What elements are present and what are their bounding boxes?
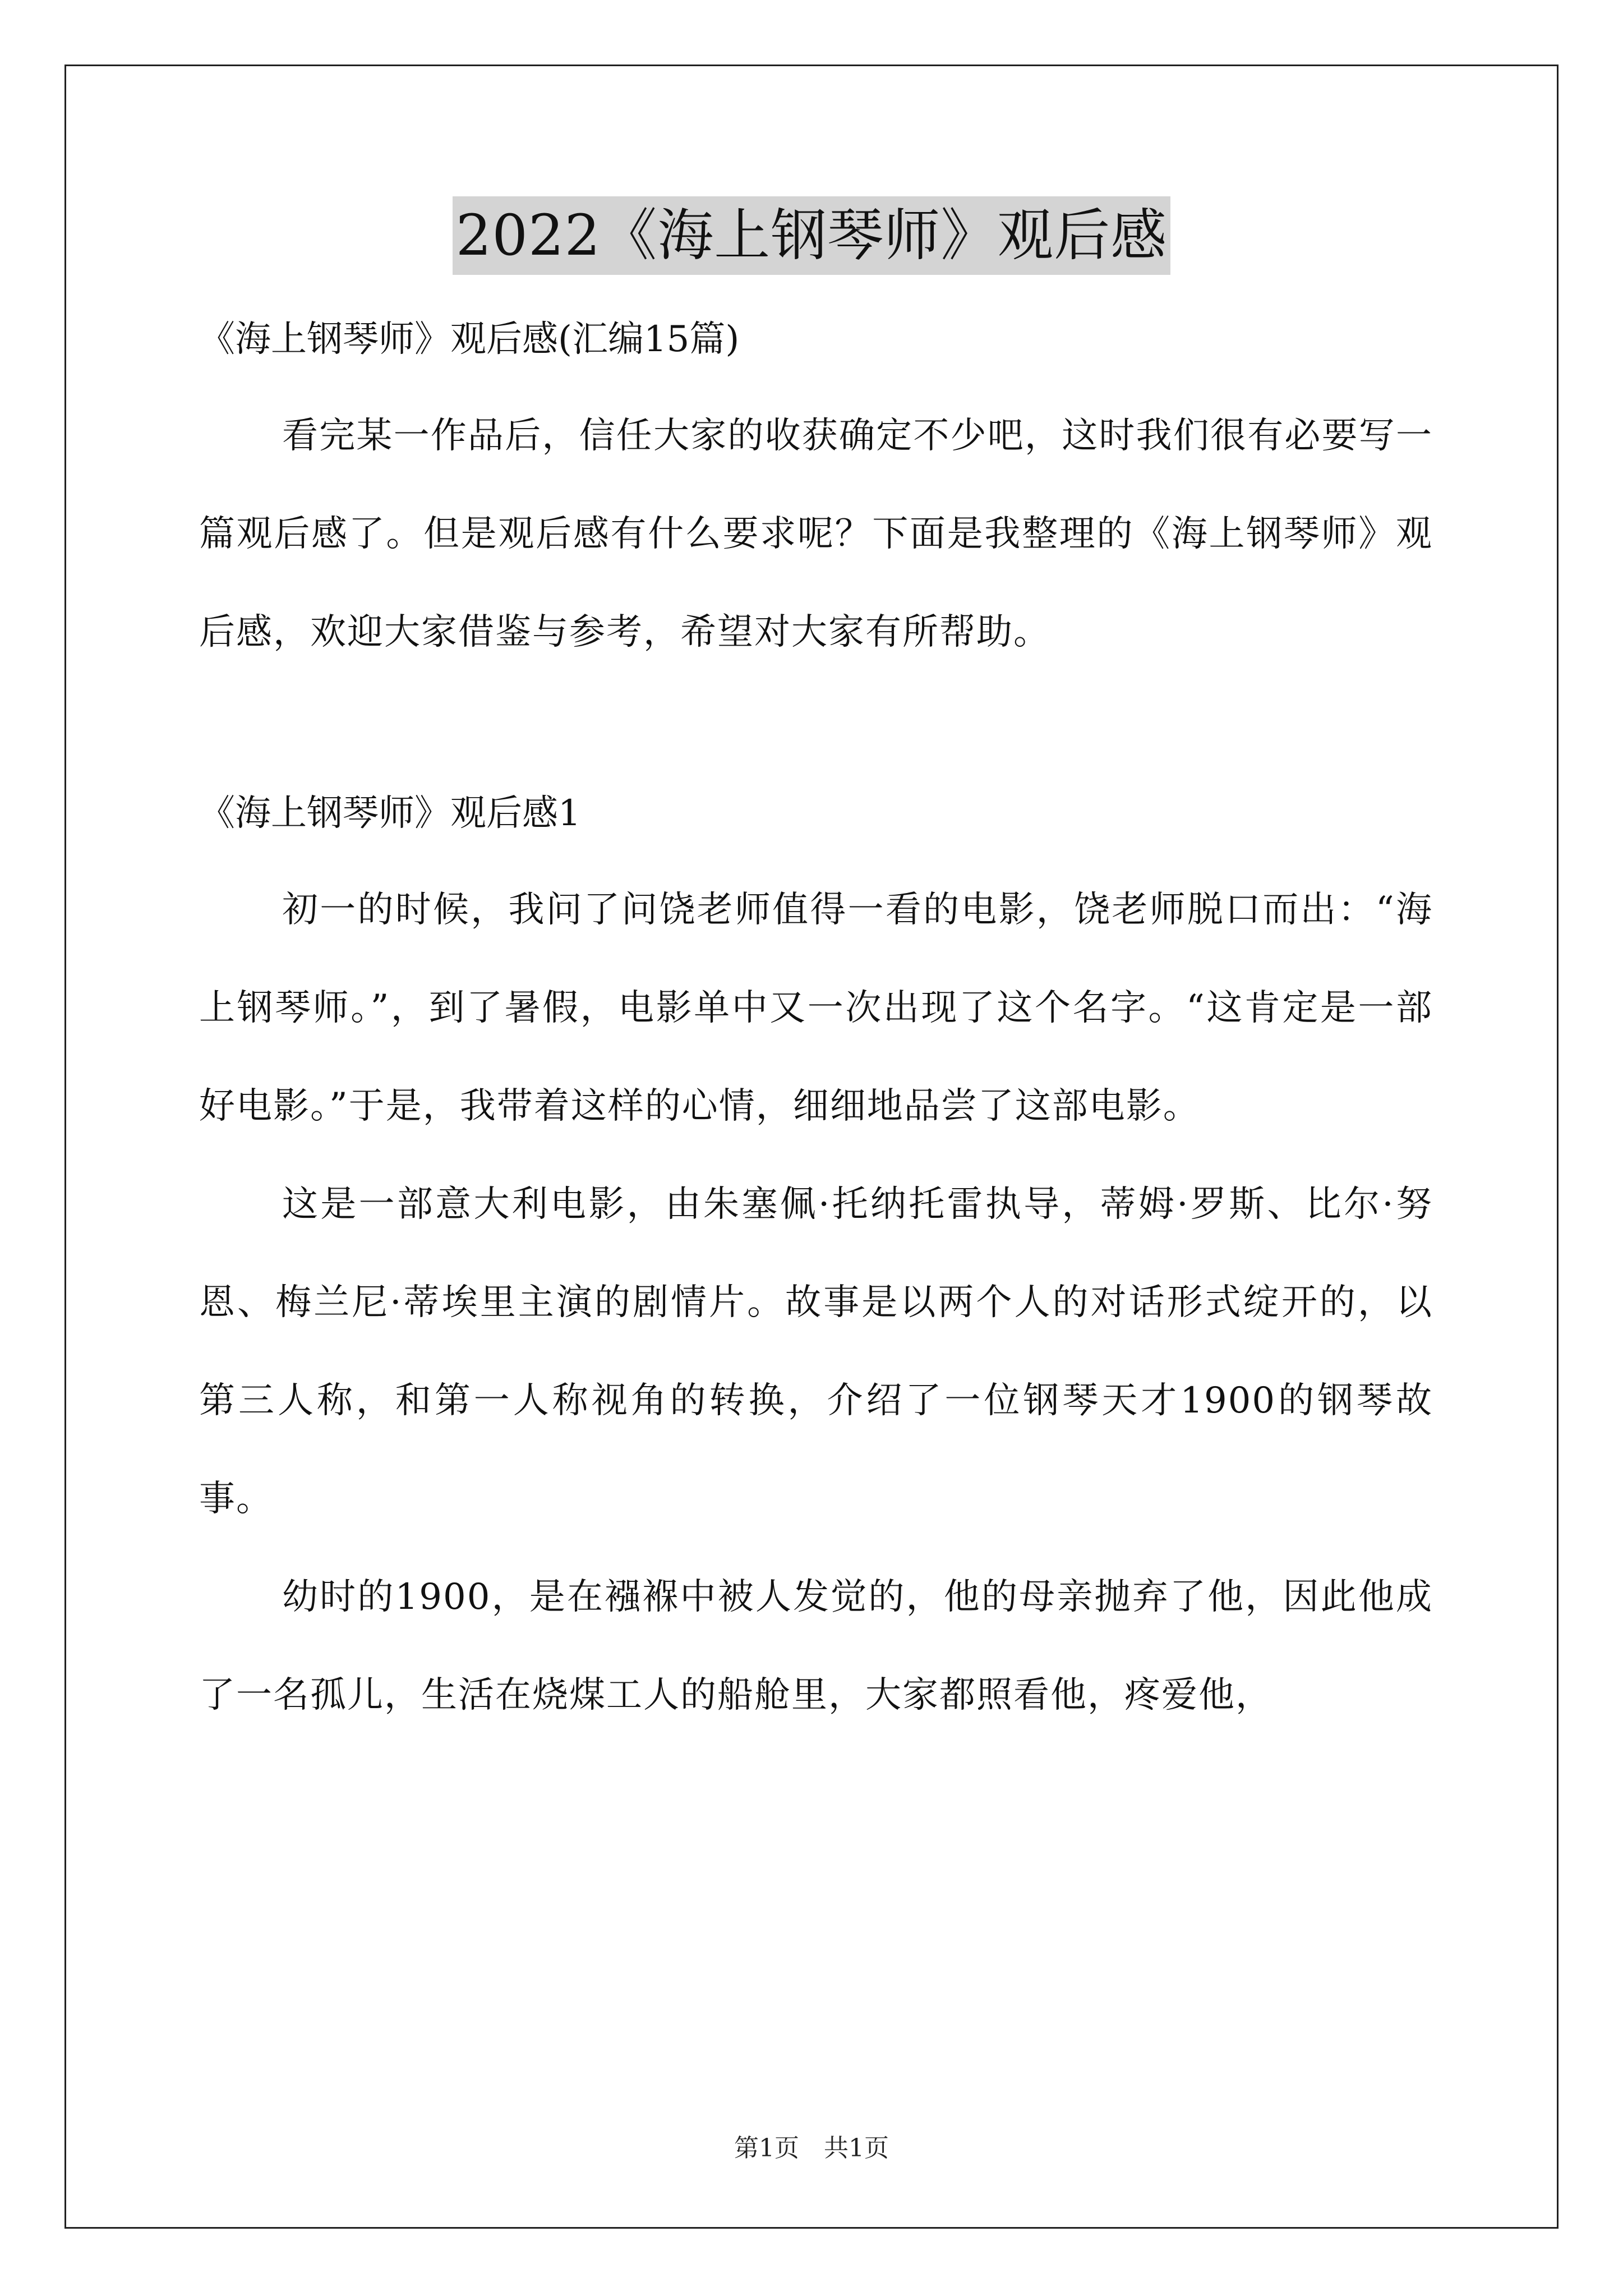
document-title: 2022《海上钢琴师》观后感 [453, 196, 1171, 275]
intro-paragraph: 看完某一作品后，信任大家的收获确定不少吧，这时我们很有必要写一篇观后感了。但是观后感有什么要求呢？下面是我整理的《海上钢琴师》观后感，欢迎大家借鉴与参考，希望对大家有所帮助。 [199, 415, 1433, 653]
body-paragraph: 这是一部意大利电影，由朱塞佩·托纳托雷执导，蒂姆·罗斯、比尔·努恩、梅兰尼·蒂埃里主演的剧情片。故事是以两个人的对话形式绽开的，以第三人称，和第一人称视角的转换，介绍了一位钢琴天才1900的钢琴故事。 [199, 1184, 1433, 1520]
section-heading: 《海上钢琴师》观后感1 [199, 793, 581, 834]
body-paragraph: 初一的时候，我问了问饶老师值得一看的电影，饶老师脱口而出：“海上钢琴师。”，到了暑假，电影单中又一次出现了这个名字。“这肯定是一部好电影。”于是，我带着这样的心情，细细地品尝了这部电影。 [199, 889, 1433, 1127]
document-body [199, 292, 1433, 1745]
title-container [0, 196, 1623, 275]
body-paragraph: 幼时的1900，是在襁褓中被人发觉的，他的母亲抛弃了他，因此他成了一名孤儿，生活在烧煤工人的船舱里，大家都照看他，疼爱他， [199, 1576, 1433, 1716]
section-spacer [199, 682, 1433, 766]
document-subtitle: 《海上钢琴师》观后感(汇编15篇) [199, 319, 740, 360]
page-number: 第1页 共1页 [734, 2134, 889, 2162]
